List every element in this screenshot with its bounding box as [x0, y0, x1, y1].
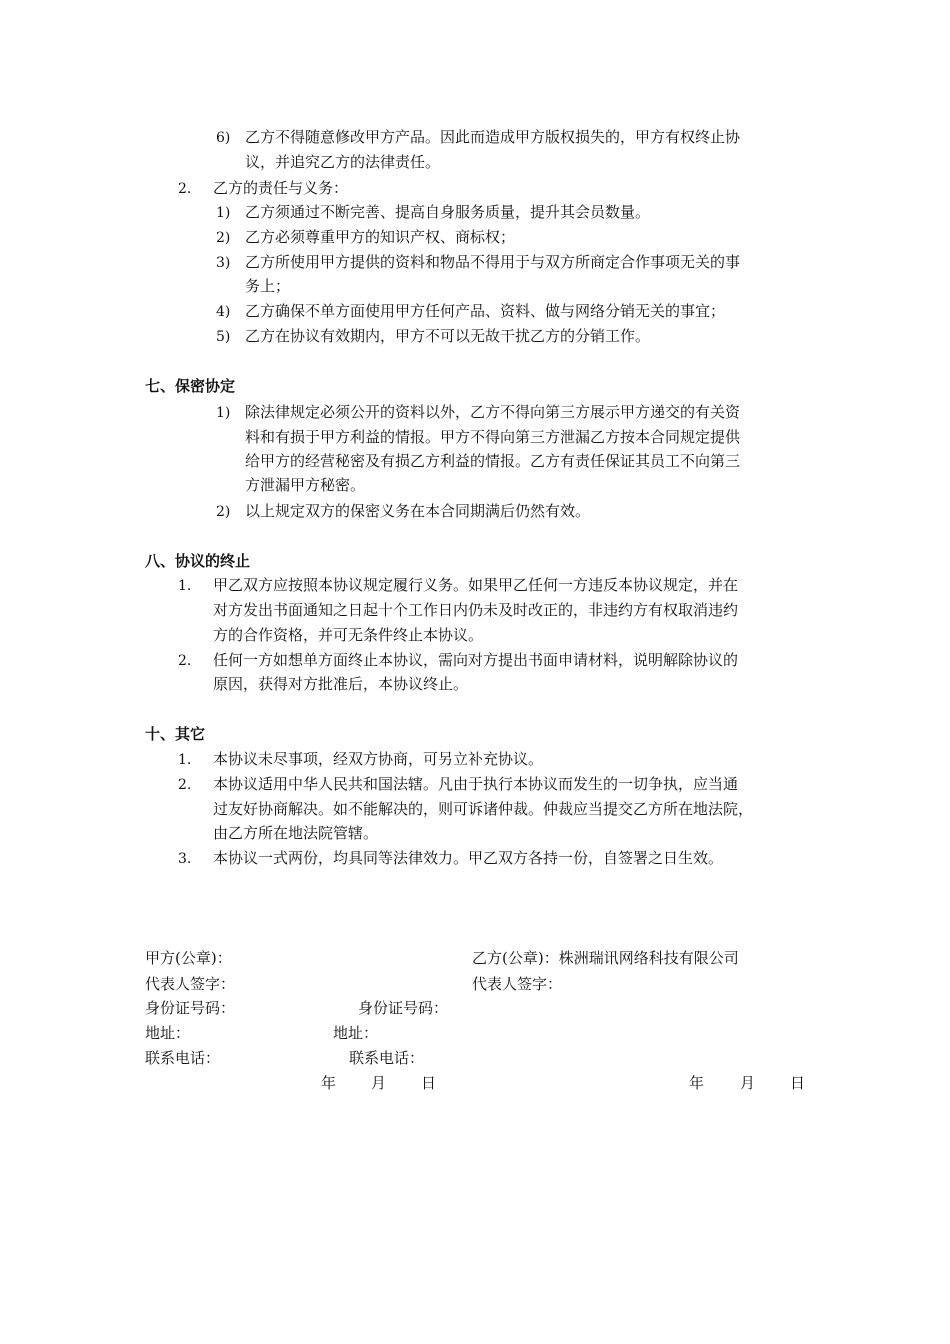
item-number: 1. — [178, 752, 192, 768]
item-number: 2. — [178, 653, 192, 669]
item-text: 除法律规定必须公开的资料以外，乙方不得向第三方展示甲方递交的有关资 — [245, 403, 741, 421]
item-text: 议，并追究乙方的法律责任。 — [245, 153, 441, 171]
party-b-id-number: 身份证号码： — [358, 999, 449, 1017]
item-text: 对方发出书面通知之日起十个工作日内仍未及时改正的，非违约方有权取消违约 — [213, 601, 739, 619]
item-number: 2) — [216, 504, 231, 520]
party-a-id-number: 身份证号码： — [145, 999, 236, 1017]
section-heading: 十、其它 — [145, 725, 206, 743]
item-text: 乙方确保不单方面使用甲方任何产品、资料、做与网络分销无关的事宜； — [245, 302, 726, 320]
item-number: 5) — [216, 329, 231, 345]
section-heading: 八、协议的终止 — [145, 552, 251, 570]
party-a-representative: 代表人签字： — [145, 975, 236, 993]
item-number: 1) — [216, 205, 231, 221]
party-b-phone: 联系电话： — [349, 1049, 425, 1067]
item-text: 以上规定双方的保密义务在本合同期满后仍然有效。 — [245, 502, 591, 520]
item-text: 本协议一式两份，均具同等法律效力。甲乙双方各持一份，自签署之日生效。 — [213, 849, 724, 867]
item-text: 过友好协商解决。如不能解决的，则可诉诸仲裁。仲裁应当提交乙方所在地法院， — [213, 800, 754, 818]
party-a-address: 地址： — [145, 1024, 191, 1042]
item-text: 乙方不得随意修改甲方产品。因此而造成甲方版权损失的，甲方有权终止协 — [245, 128, 741, 146]
party-a-phone: 联系电话： — [145, 1049, 221, 1067]
party-b-address: 地址： — [333, 1024, 379, 1042]
item-number: 3. — [178, 851, 192, 867]
party-a-seal: 甲方(公章)： — [145, 949, 232, 967]
clause-number: 2. — [178, 181, 192, 197]
item-number: 2. — [178, 777, 192, 793]
clause-title: 乙方的责任与义务： — [213, 179, 349, 197]
item-text: 原因，获得对方批准后，本协议终止。 — [213, 675, 469, 693]
item-text: 料和有损于甲方利益的情报。甲方不得向第三方泄漏乙方按本合同规定提供 — [245, 428, 741, 446]
item-text: 乙方所使用甲方提供的资料和物品不得用于与双方所商定合作事项无关的事 — [245, 253, 741, 271]
party-b-date-year: 年 — [689, 1074, 705, 1092]
item-text: 给甲方的经营秘密及有损乙方利益的情报。乙方有责任保证其员工不向第三 — [245, 452, 741, 470]
item-text: 务上； — [245, 277, 291, 295]
item-number: 3) — [216, 255, 231, 271]
item-text: 乙方须通过不断完善、提高自身服务质量，提升其会员数量。 — [245, 203, 651, 221]
item-text: 方的合作资格，并可无条件终止本协议。 — [213, 626, 484, 644]
item-number: 1) — [216, 405, 231, 421]
party-b-seal: 乙方(公章)：株洲瑞讯网络科技有限公司 — [472, 949, 739, 967]
item-text: 乙方在协议有效期内，甲方不可以无故干扰乙方的分销工作。 — [245, 327, 651, 345]
party-b-representative: 代表人签字： — [472, 975, 563, 993]
item-text: 任何一方如想单方面终止本协议，需向对方提出书面申请材料，说明解除协议的 — [213, 651, 739, 669]
item-number: 6) — [216, 130, 231, 146]
item-text: 本协议未尽事项，经双方协商，可另立补充协议。 — [213, 750, 544, 768]
item-number: 2) — [216, 230, 231, 246]
item-text: 由乙方所在地法院管辖。 — [213, 824, 379, 842]
item-text: 本协议适用中华人民共和国法辖。凡由于执行本协议而发生的一切争执，应当通 — [213, 775, 739, 793]
item-number: 1. — [178, 578, 192, 594]
item-number: 4) — [216, 304, 231, 320]
party-b-date-month: 月 — [740, 1074, 756, 1092]
section-heading: 七、保密协定 — [145, 377, 236, 395]
party-a-date-day: 日 — [421, 1074, 437, 1092]
party-a-date-month: 月 — [371, 1074, 387, 1092]
party-a-date-year: 年 — [321, 1074, 337, 1092]
party-b-date-day: 日 — [790, 1074, 806, 1092]
item-text: 甲乙双方应按照本协议规定履行义务。如果甲乙任何一方违反本协议规定，并在 — [213, 576, 739, 594]
item-text: 方泄漏甲方秘密。 — [245, 476, 366, 494]
item-text: 乙方必须尊重甲方的知识产权、商标权； — [245, 228, 516, 246]
